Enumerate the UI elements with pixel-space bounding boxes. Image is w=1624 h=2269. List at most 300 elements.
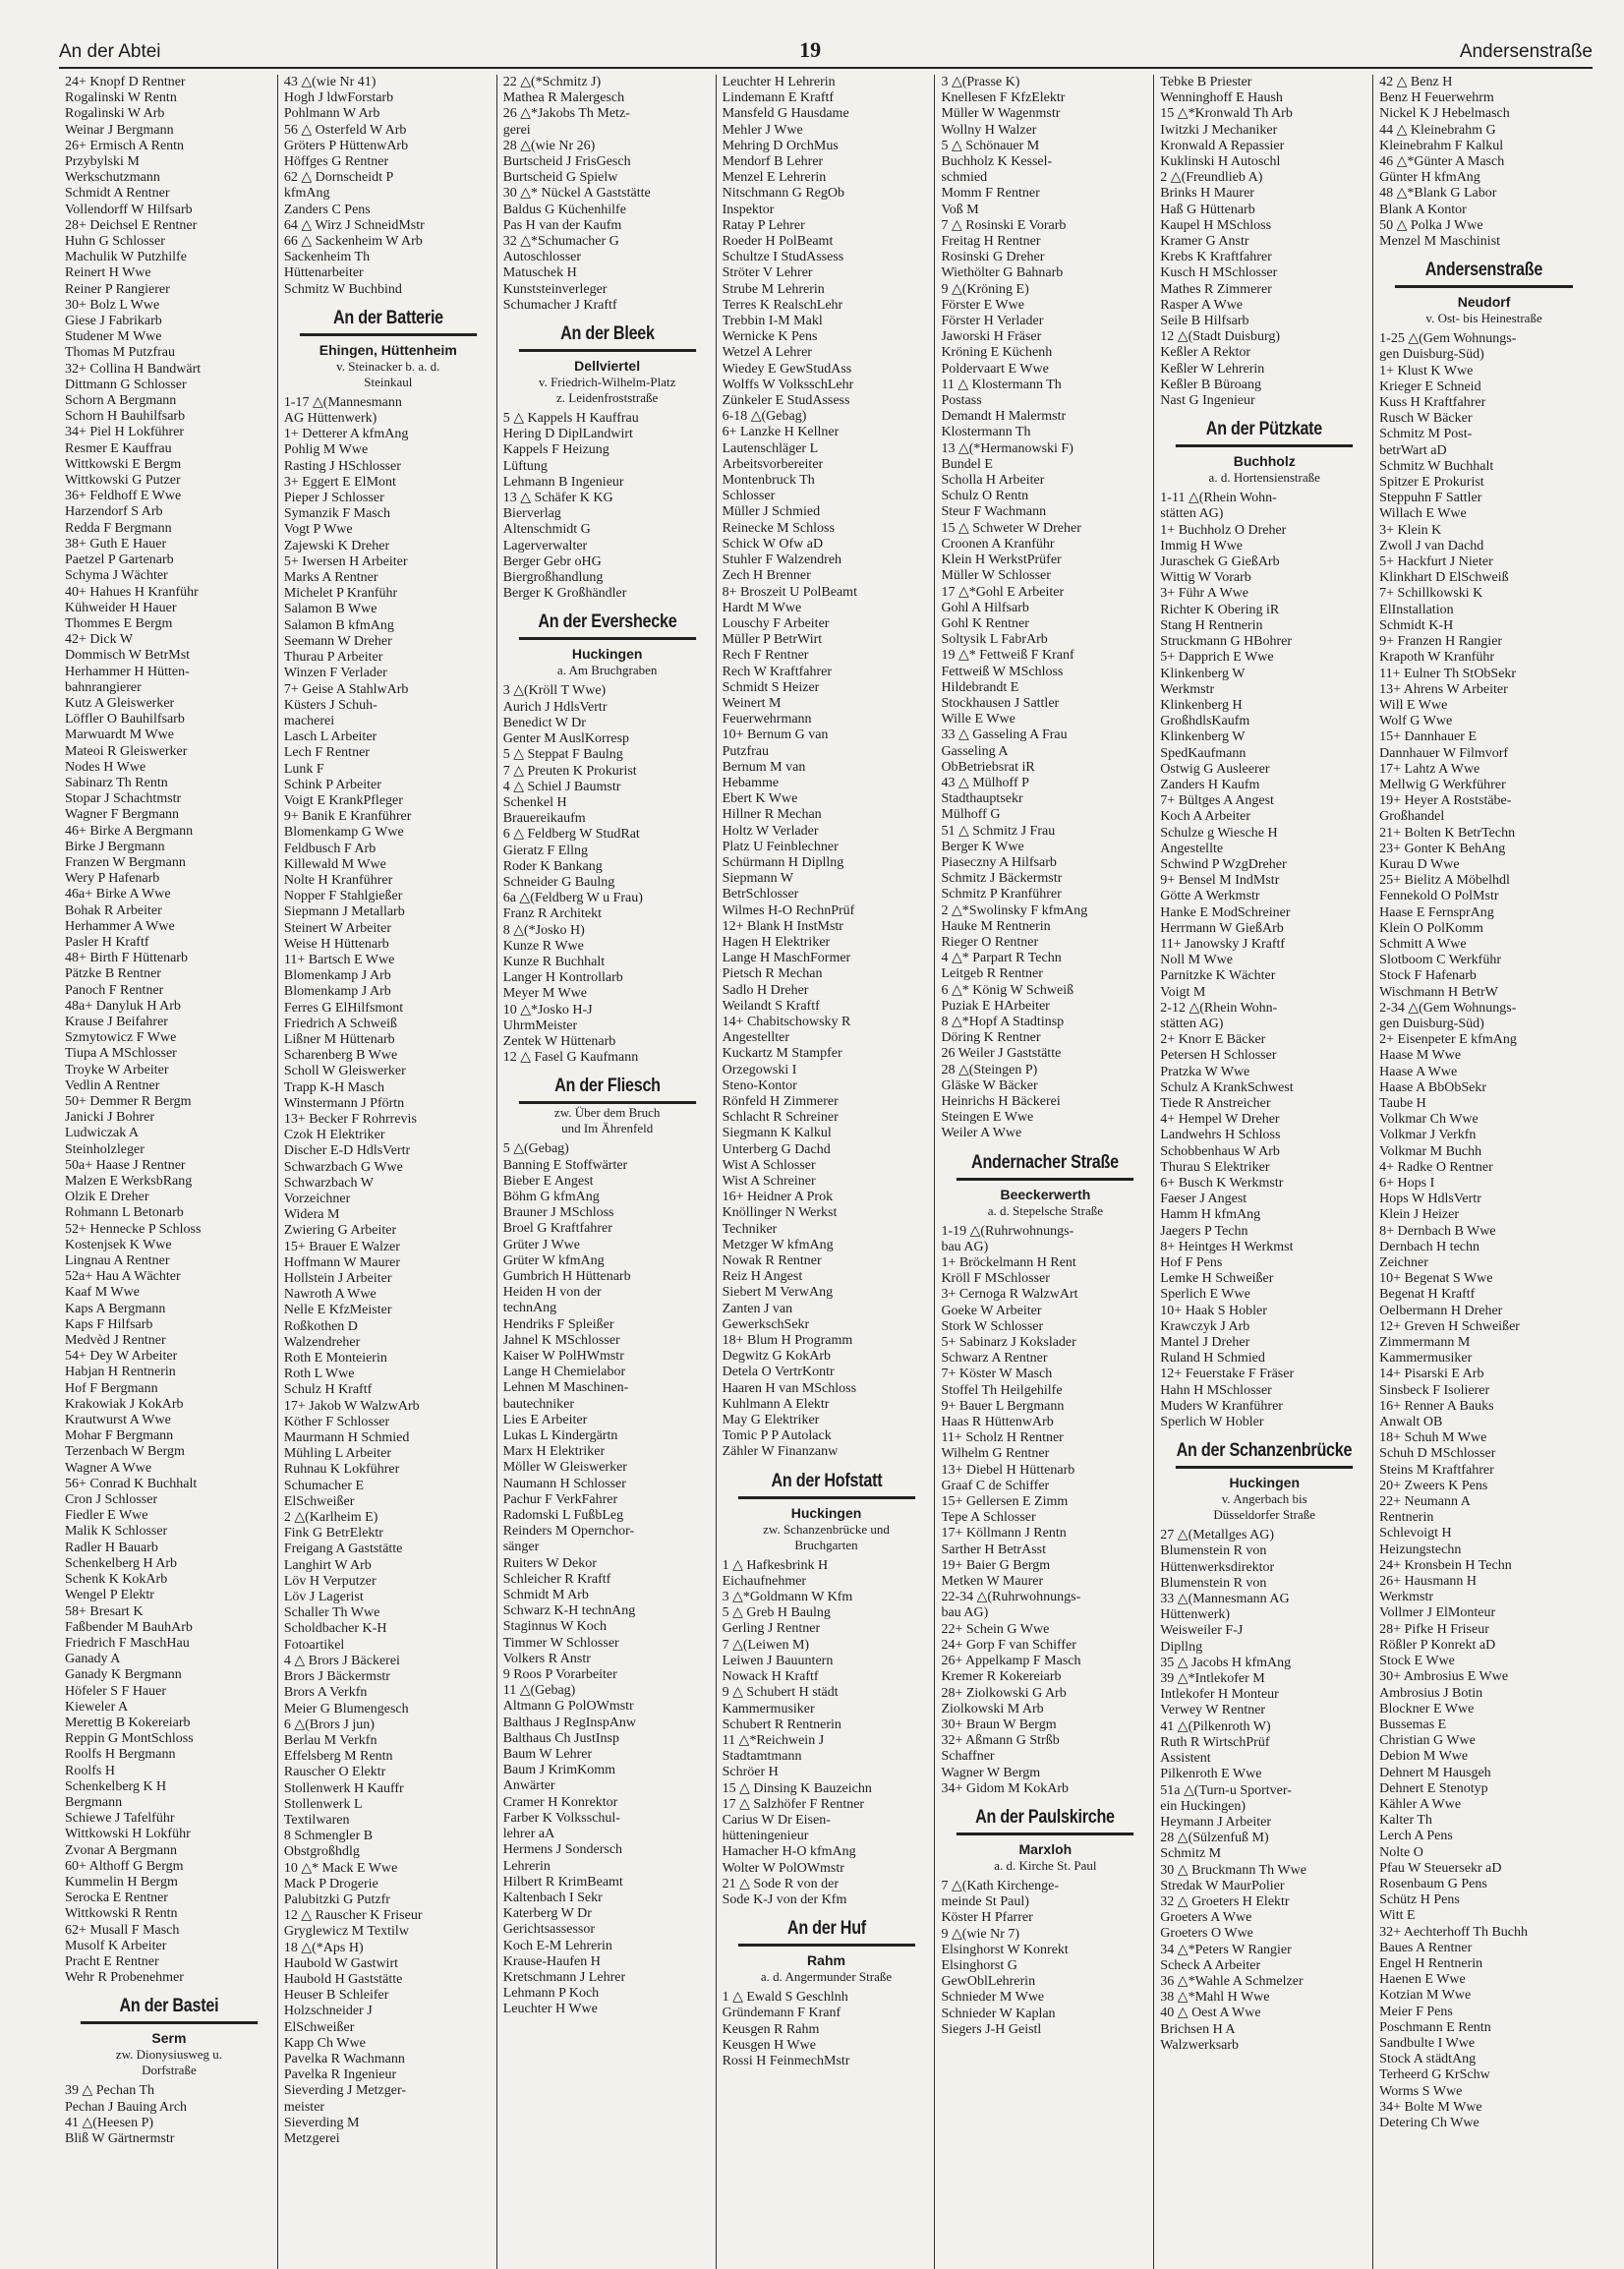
resident-entry: Lemke H Schweißer <box>1160 1271 1274 1287</box>
resident-entry: Mellwig G Werkführer <box>1379 777 1506 792</box>
resident-entry: Ratay P Lehrer <box>722 217 805 233</box>
resident-entry: Hagen H Elektriker <box>722 934 831 950</box>
resident-entry: Kretschmann J Lehrer <box>502 1969 626 1985</box>
resident-entry: Schlosser <box>722 489 776 504</box>
resident-entry: Schürmann H Dipllng <box>722 854 844 870</box>
resident-entry: Schulz H Kraftf <box>283 1382 373 1398</box>
resident-entry: Sinsbeck F Isolierer <box>1379 1382 1490 1398</box>
resident-entry: Klein J Heizer <box>1379 1207 1460 1223</box>
resident-entry: Meyer M Wwe <box>502 986 587 1002</box>
resident-entry: Blockner E Wwe <box>1379 1701 1475 1716</box>
resident-entry: Lehrerin <box>502 1858 551 1874</box>
resident-entry: Demandt H Malermstr <box>941 409 1067 425</box>
resident-entry: Paetzel P Gartenarb <box>65 553 174 568</box>
resident-entry: Wiethölter G Bahnarb <box>941 265 1064 281</box>
resident-entry: Langer H Kontrollarb <box>502 970 623 986</box>
resident-entry: Lukas L Kindergärtn <box>502 1428 618 1444</box>
resident-entry: Pilkenroth E Wwe <box>1160 1767 1262 1782</box>
resident-entry: Schulze g Wiesche H <box>1160 825 1278 841</box>
header-rule <box>59 67 1593 69</box>
resident-entry: Hilbert R KrimBeamt <box>502 1874 623 1890</box>
resident-entry: Schnieder W Kaplan <box>941 2006 1056 2021</box>
resident-entry: Sperlich E Wwe <box>1160 1287 1250 1303</box>
resident-entry: Benz H Feuerwehrm <box>1379 90 1494 106</box>
resident-entry: Kostenjsek K Wwe <box>65 1237 172 1252</box>
resident-entry: Steinert W Arbeiter <box>283 920 391 936</box>
resident-entry: Koch A Arbeiter <box>1160 809 1251 825</box>
resident-entry: Pachur F VerkFahrer <box>502 1491 618 1507</box>
resident-entry: Blumenstein R von <box>1160 1575 1267 1591</box>
resident-entry: Inspektor <box>722 202 775 217</box>
resident-entry: Will E Wwe <box>1379 697 1448 713</box>
resident-entry: Baum J KrimKomm <box>502 1763 616 1778</box>
resident-entry: Hillner R Mechan <box>722 807 822 823</box>
street-location-note: a. d. Kirche St. Paul <box>994 1857 1097 1873</box>
resident-entry: 32+ Aechterhoff Th Buchh <box>1379 1924 1529 1940</box>
resident-entry: 17+ Jakob W WalzwArb <box>283 1398 420 1414</box>
resident-entry: Rossi H FeinmechMstr <box>722 2053 850 2068</box>
street-location-note: a. d. Angermunder Straße <box>760 1969 893 1985</box>
resident-entry: 41 △(Heesen P) <box>65 2115 154 2130</box>
resident-entry: Pechan J Bauing Arch <box>65 2099 188 2115</box>
resident-entry: Pätzke B Rentner <box>65 966 161 982</box>
resident-entry: 10+ Haak S Hobler <box>1160 1303 1267 1318</box>
resident-entry: Detela O VertrKontr <box>722 1365 835 1380</box>
resident-entry: Hollstein J Arbeiter <box>283 1271 392 1287</box>
resident-entry: 11+ Eulner Th StObSekr <box>1379 666 1517 681</box>
resident-entry: Werkschutzmann <box>65 170 160 186</box>
resident-entry: Kusch H MSchlosser <box>1160 265 1278 281</box>
resident-entry: 42 △ Benz H <box>1379 75 1453 89</box>
resident-entry: Slotboom C Werkführ <box>1379 953 1501 968</box>
resident-entry: Aurich J HdlsVertr <box>502 699 608 715</box>
resident-entry: Lehmann P Koch <box>502 1986 600 2002</box>
resident-entry: Autoschlosser <box>502 250 582 265</box>
resident-entry: Trapp K-H Masch <box>283 1079 385 1095</box>
resident-entry: Richter K Obering iR <box>1160 602 1280 617</box>
resident-entry: Kaps F Hilfsarb <box>65 1316 153 1332</box>
resident-entry: Lagerverwalter <box>502 538 588 553</box>
resident-entry: 7 △ Preuten K Prokurist <box>502 763 637 779</box>
street-location-note: zw. Schanzenbrücke und <box>763 1521 890 1537</box>
resident-entry: Cron J Schlosser <box>65 1492 158 1508</box>
street-location-note: zw. Über dem Bruch <box>553 1105 661 1121</box>
resident-entry: Wittig W Vorarb <box>1160 570 1251 586</box>
resident-entry: Wengel P Elektr <box>65 1588 154 1603</box>
resident-entry: Troyke W Arbeiter <box>65 1062 169 1077</box>
resident-entry: Marks A Rentner <box>283 570 378 586</box>
resident-entry: Mantel J Dreher <box>1160 1335 1250 1351</box>
resident-entry: Kröning E Küchenh <box>941 345 1053 361</box>
resident-entry: 28+ Deichsel E Rentner <box>65 217 198 233</box>
resident-entry: Nolte H Kranführer <box>283 872 393 888</box>
resident-entry: Angestellter <box>722 1030 789 1046</box>
resident-entry: Dehnert M Hausgeh <box>1379 1765 1491 1780</box>
resident-entry: Stollenwerk H Kauffr <box>283 1780 404 1796</box>
resident-entry: Carius W Dr Eisen- <box>722 1812 831 1828</box>
resident-entry: 5+ Iwersen H Arbeiter <box>283 553 408 569</box>
street-section-header <box>65 1996 273 2077</box>
resident-entry: 11+ Scholz H Rentner <box>941 1430 1064 1446</box>
resident-entry: lehrer aA <box>502 1827 555 1842</box>
resident-entry: Bohak R Arbeiter <box>65 902 162 918</box>
resident-entry: Kaltenbach I Sekr <box>502 1890 603 1905</box>
resident-entry: Gerling J Rentner <box>722 1621 821 1637</box>
resident-entry: Marx H Elektriker <box>502 1444 606 1460</box>
resident-entry: Rogalinski W Rentn <box>65 90 177 106</box>
resident-entry: Kappels F Heizung <box>502 442 609 458</box>
resident-entry: Stock F Hafenarb <box>1379 968 1477 984</box>
resident-entry: Kunze R Buchhalt <box>502 954 606 969</box>
resident-entry: Schmitt A Wwe <box>1379 936 1467 952</box>
resident-entry: 9 △ Schubert H städt <box>722 1685 839 1701</box>
resident-entry: Götte A Werkmstr <box>1160 889 1260 904</box>
resident-entry: Werkmstr <box>1379 1590 1434 1605</box>
resident-entry: Steno-Kontor <box>722 1077 797 1093</box>
street-location-note: Dorfstraße <box>142 2063 197 2078</box>
resident-entry: 2-34 △(Gem Wohnungs- <box>1379 1000 1517 1016</box>
resident-entry: Gryglewicz M Textilw <box>283 1924 409 1940</box>
resident-entry: Haase A Wwe <box>1379 1064 1458 1079</box>
resident-entry: Kühweider H Hauer <box>65 600 177 615</box>
resident-entry: Stang H Rentnerin <box>1160 617 1263 633</box>
resident-entry: Janicki J Bohrer <box>65 1110 154 1126</box>
resident-entry: Hüttenarbeiter <box>283 265 364 281</box>
resident-entry: technAng <box>502 1301 557 1316</box>
resident-entry: Förster E Wwe <box>941 297 1024 313</box>
resident-entry: Metzgerei <box>283 2130 340 2146</box>
resident-entry: Stredak W MaurPolier <box>1160 1878 1285 1893</box>
resident-entry: Brors A Verkfn <box>283 1685 368 1701</box>
resident-entry: Kröll F MSchlosser <box>941 1271 1050 1287</box>
resident-entry: Hanke E ModSchreiner <box>1160 904 1291 920</box>
resident-entry: 7 △(Kath Kirchenge- <box>941 1878 1060 1893</box>
resident-entry: 6+ Busch K Werkmstr <box>1160 1176 1284 1191</box>
resident-entry: AG Hüttenwerk) <box>283 411 377 427</box>
resident-entry: Scholdbacher K-H <box>283 1621 387 1637</box>
resident-entry: Zünkeler E StudAssess <box>722 393 850 409</box>
resident-entry: Malik K Schlosser <box>65 1524 168 1540</box>
resident-entry: 2+ Eisenpeter E kfmAng <box>1379 1032 1517 1048</box>
resident-entry: Farber K Volksschul- <box>502 1810 620 1826</box>
resident-entry: Zanders H Kaufm <box>1160 777 1260 792</box>
resident-entry: Faeser J Angest <box>1160 1192 1247 1207</box>
resident-entry: Berger K Wwe <box>941 839 1024 854</box>
resident-entry: Genter M AuslKorresp <box>502 731 630 747</box>
resident-entry: 36+ Feldhoff E Wwe <box>65 489 182 504</box>
resident-entry: Techniker <box>722 1221 778 1237</box>
resident-entry: 38+ Guth E Hauer <box>65 536 167 552</box>
resident-entry: Ganady K Bergmann <box>65 1667 182 1683</box>
resident-entry: Wilmes H-O RechnPrüf <box>722 902 855 918</box>
resident-entry: 44 △ Kleinebrahm G <box>1379 122 1496 138</box>
resident-entry: Muders W Kranführer <box>1160 1398 1283 1414</box>
resident-entry: Wischmann H BetrW <box>1379 984 1498 1000</box>
resident-entry: Czok H Elektriker <box>283 1128 385 1143</box>
resident-entry: 1+ Buchholz O Dreher <box>1160 522 1287 538</box>
resident-entry: Witt E <box>1379 1908 1416 1924</box>
resident-entry: Terzenbach W Bergm <box>65 1444 185 1460</box>
resident-entry: 56 △ Osterfeld W Arb <box>283 122 407 138</box>
resident-entry: Siegmann K Kalkul <box>722 1126 832 1141</box>
resident-entry: 9 Roos P Vorarbeiter <box>502 1667 617 1683</box>
resident-entry: Krawczyk J Arb <box>1160 1318 1250 1334</box>
resident-entry: 34+ Piel H Lokführer <box>65 425 185 440</box>
resident-entry: Rosinski G Dreher <box>941 250 1045 265</box>
resident-entry: Hüttenwerksdirektor <box>1160 1559 1275 1575</box>
resident-entry: Möller W Gleiswerker <box>502 1460 627 1476</box>
resident-entry: 56+ Conrad K Buchhalt <box>65 1476 198 1491</box>
resident-entry: Weise H Hüttenarb <box>283 936 389 952</box>
resident-entry: Dernbach H techn <box>1379 1239 1479 1254</box>
resident-entry: 32 △*Schumacher G <box>502 234 619 250</box>
resident-entry: 21+ Bolten K BetrTechn <box>1379 825 1516 841</box>
resident-entry: 14+ Chabitschowsky R <box>722 1014 851 1029</box>
resident-entry: Schiewe J Tafelführ <box>65 1811 175 1827</box>
resident-entry: Pracht E Rentner <box>65 1953 159 1969</box>
resident-entry: Poschmann E Rentn <box>1379 2019 1491 2035</box>
resident-entry: Elsinghorst G <box>941 1957 1017 1973</box>
resident-entry: Keßler B Büroang <box>1160 377 1261 392</box>
resident-entry: 11 △(Gebag) <box>502 1683 576 1699</box>
resident-entry: Schubert R Rentnerin <box>722 1716 841 1732</box>
resident-entry: Groeters O Wwe <box>1160 1926 1253 1942</box>
resident-entry: Ruiters W Dekor <box>502 1555 597 1571</box>
resident-entry: Terheerd G KrSchw <box>1379 2067 1490 2083</box>
resident-entry: 48+ Birth F Hüttenarb <box>65 951 188 966</box>
resident-entry: Habjan H Rentnerin <box>65 1365 176 1380</box>
resident-entry: Sabinarz Th Rentn <box>65 775 168 790</box>
resident-entry: Piaseczny A Hilfsarb <box>941 854 1057 870</box>
directory-columns <box>59 75 1593 2269</box>
resident-entry: Strube M Lehrerin <box>722 281 825 297</box>
resident-entry: ElInstallation <box>1379 602 1454 617</box>
resident-entry: 24+ Kronsbein H Techn <box>1379 1557 1512 1573</box>
resident-entry: Blank A Kontor <box>1379 202 1467 217</box>
resident-entry: Berger Gebr oHG <box>502 553 602 569</box>
street-location-note: v. Angerbach bis <box>1221 1491 1307 1507</box>
resident-entry: 17+ Lahtz A Wwe <box>1379 761 1480 777</box>
resident-entry: Keßler W Lehrerin <box>1160 361 1265 377</box>
resident-entry: Nowack H Kraftf <box>722 1669 819 1685</box>
resident-entry: Textilwaren <box>283 1812 350 1828</box>
resident-entry: Burtscheid G Spielw <box>502 170 618 186</box>
resident-entry: 6+ Hops I <box>1379 1176 1435 1191</box>
resident-entry: Wolf G Wwe <box>1379 714 1453 729</box>
street-location-note: z. Leidenfroststraße <box>556 390 659 406</box>
resident-entry: 22+ Schein G Wwe <box>941 1621 1050 1637</box>
resident-entry: macherei <box>283 713 335 728</box>
resident-entry: Gohl K Rentner <box>941 615 1029 631</box>
resident-entry: Klein H WerkstPrüfer <box>941 553 1062 568</box>
resident-entry: 32+ Collina H Bandwärt <box>65 361 202 377</box>
resident-entry: Pfau W Steuersekr aD <box>1379 1860 1502 1876</box>
resident-entry: Thommes E Bergm <box>65 615 173 631</box>
resident-entry: Hering D DiplLandwirt <box>502 427 633 442</box>
resident-entry: Reiner P Rangierer <box>65 281 170 297</box>
resident-entry: ein Huckingen) <box>1160 1798 1246 1814</box>
resident-entry: Köster H Pfarrer <box>941 1910 1033 1926</box>
resident-entry: Krause-Haufen H <box>502 1953 601 1969</box>
resident-entry: Palubitzki G Putzfr <box>283 1891 390 1907</box>
resident-entry: Großhandel <box>1379 809 1445 825</box>
resident-entry: Schick W Ofw aD <box>722 536 824 552</box>
resident-entry: Siepmann J Metallarb <box>283 904 405 920</box>
street-name: An der Bleek <box>519 323 696 352</box>
resident-entry: Schmitz J Bäckermstr <box>941 871 1063 887</box>
resident-entry: 1-11 △(Rhein Wohn- <box>1160 491 1277 506</box>
street-section-header <box>1160 419 1368 485</box>
district-name: Rahm <box>807 1952 845 1969</box>
resident-entry: Ludwiczak A <box>65 1126 140 1141</box>
resident-entry: Schleicher R Kraftf <box>502 1571 611 1587</box>
resident-entry: Bliß W Gärtnermstr <box>65 2130 175 2146</box>
resident-entry: Brauereikaufm <box>502 811 586 827</box>
resident-entry: Rönfeld H Zimmerer <box>722 1094 839 1109</box>
resident-entry: Winzen F Verlader <box>283 666 387 681</box>
resident-entry: Serocka E Rentner <box>65 1891 168 1906</box>
resident-entry: Mateoi R Gleiswerker <box>65 743 188 759</box>
resident-entry: Altmann G PolOWmstr <box>502 1699 634 1715</box>
header-street-end: Andersenstraße <box>1459 41 1593 62</box>
resident-entry: 23+ Gonter K BehAng <box>1379 841 1506 856</box>
resident-entry: Lehnen M Maschinen- <box>502 1380 629 1396</box>
district-name: Marxloh <box>1018 1840 1073 1857</box>
resident-entry: Hamm H kfmAng <box>1160 1207 1261 1223</box>
resident-entry: 14+ Pisarski E Arb <box>1379 1367 1484 1382</box>
street-section-header <box>503 1076 712 1135</box>
resident-entry: Pas H van der Kaufm <box>502 217 622 233</box>
resident-entry: Friedrich A Schweiß <box>283 1016 397 1031</box>
resident-entry: Ebert K Wwe <box>722 791 798 807</box>
resident-entry: Lingnau A Rentner <box>65 1253 170 1269</box>
resident-entry: Panoch F Rentner <box>65 982 164 998</box>
resident-entry: Böhm G kfmAng <box>502 1189 600 1204</box>
resident-entry: Cramer H Konrektor <box>502 1794 618 1810</box>
resident-entry: Ostwig G Ausleerer <box>1160 761 1270 777</box>
resident-entry: 28 △(Steingen P) <box>941 1062 1038 1077</box>
resident-entry: Heinrichs H Bäckerei <box>941 1094 1061 1109</box>
resident-entry: Voigt E KrankPfleger <box>283 792 403 808</box>
resident-entry: Wiedey E GewStudAss <box>722 361 852 377</box>
resident-entry: Roder K Bankang <box>502 858 603 874</box>
resident-entry: Kuss H Kraftfahrer <box>1379 395 1486 411</box>
resident-entry: 32 △ Groeters H Elektr <box>1160 1893 1290 1909</box>
resident-entry: 21 △ Sode R von der <box>722 1876 840 1891</box>
resident-entry: Tiupa A MSchlosser <box>65 1046 177 1062</box>
resident-entry: Fotoartikel <box>283 1637 345 1653</box>
resident-entry: Klinkenberg W <box>1160 666 1246 681</box>
resident-entry: 5+ Hackfurt J Nieter <box>1379 554 1493 570</box>
resident-entry: 10 △* Mack E Wwe <box>283 1860 398 1876</box>
resident-entry: 32+ Aßmann G Strßb <box>941 1733 1060 1749</box>
resident-entry: 7+ Köster W Masch <box>941 1367 1053 1382</box>
resident-entry: Orzegowski I <box>722 1062 797 1077</box>
resident-entry: Ambrosius J Botin <box>1379 1685 1483 1701</box>
resident-entry: Kotzian M Wwe <box>1379 1988 1472 2004</box>
resident-entry: Lindemann E Kraftf <box>722 90 835 106</box>
street-section-header <box>941 1152 1149 1218</box>
resident-entry: Eichaufnehmer <box>722 1573 807 1589</box>
resident-entry: Reppin G MontSchloss <box>65 1731 194 1747</box>
street-name: An der Paulskirche <box>957 1807 1133 1835</box>
resident-entry: Naumann H Schlosser <box>502 1476 626 1491</box>
resident-entry: Rech F Rentner <box>722 648 809 664</box>
resident-entry: Schröer H <box>722 1765 779 1780</box>
resident-entry: 19+ Heyer A Roststäbe- <box>1379 793 1512 809</box>
resident-entry: 13+ Ahrens W Arbeiter <box>1379 681 1508 697</box>
resident-entry: 42+ Dick W <box>65 632 134 648</box>
resident-entry: Platz U Feinblechner <box>722 839 839 854</box>
resident-entry: bau AG) <box>941 1605 989 1621</box>
resident-entry: Zech H Brenner <box>722 568 811 584</box>
resident-entry: Rech W Kraftfahrer <box>722 664 833 679</box>
resident-entry: 4 △* Parpart R Techn <box>941 951 1062 966</box>
resident-entry: Benedict W Dr <box>502 715 586 730</box>
resident-entry: Pieper J Schlosser <box>283 491 384 506</box>
district-name: Dellviertel <box>574 358 641 375</box>
resident-entry: Symanzik F Masch <box>283 506 390 522</box>
resident-entry: Juraschek G GießArb <box>1160 554 1280 570</box>
resident-entry: Herhammer A Wwe <box>65 918 175 934</box>
resident-entry: Schwarzbach W <box>283 1175 374 1191</box>
resident-entry: hütteningenieur <box>722 1829 809 1844</box>
resident-entry: meister <box>283 2099 325 2115</box>
resident-entry: Lüftung <box>502 458 548 474</box>
resident-entry: 7+ Schillkowski K <box>1379 586 1483 602</box>
page-number: 19 <box>799 37 822 62</box>
resident-entry: Reinders M Opernchor- <box>502 1524 635 1540</box>
resident-entry: Krautwurst A Wwe <box>65 1413 171 1428</box>
resident-entry: Tebke B Priester <box>1160 75 1252 89</box>
district-name: Buchholz <box>1233 453 1296 470</box>
resident-entry: Wery P Hafenarb <box>65 871 160 887</box>
resident-entry: Altenschmidt G <box>502 522 591 538</box>
street-name: An der Bastei <box>81 1996 258 2024</box>
street-name: An der Hofstatt <box>737 1471 914 1499</box>
resident-entry: 48 △*Blank G Labor <box>1379 186 1497 202</box>
resident-entry: 36 △*Wahle A Schmelzer <box>1160 1973 1304 1989</box>
resident-entry: 10 △*Josko H-J <box>502 1002 593 1018</box>
resident-entry: Tiede R Anstreicher <box>1160 1095 1271 1111</box>
resident-entry: 54+ Dey W Arbeiter <box>65 1349 178 1365</box>
resident-entry: Lautenschläger L <box>722 440 819 456</box>
resident-entry: Bernum M van <box>722 759 806 775</box>
resident-entry: Mohar F Bergmann <box>65 1428 174 1444</box>
resident-entry: Widera M <box>283 1207 340 1223</box>
resident-entry: Engel H Rentnerin <box>1379 1955 1483 1971</box>
resident-entry: Obstgroßhdlg <box>283 1844 360 1860</box>
resident-entry: Weinar J Bergmann <box>65 122 174 138</box>
resident-entry: Wernicke K Pens <box>722 329 818 345</box>
resident-entry: Wittkowski E Bergm <box>65 456 182 472</box>
resident-entry: BetrSchlosser <box>722 887 799 902</box>
column-7 <box>1373 75 1593 2269</box>
street-name: An der Schanzenbrücke <box>1176 1440 1353 1469</box>
resident-entry: Rogalinski W Arb <box>65 106 165 122</box>
resident-entry: Kammermusiker <box>722 1701 815 1716</box>
resident-entry: 1+ Detterer A kfmAng <box>283 427 409 442</box>
resident-entry: 17 △ Salzhöfer F Rentner <box>722 1796 865 1812</box>
resident-entry: 3 △*Goldmann W Kfm <box>722 1590 853 1605</box>
resident-entry: Freigang A Gaststätte <box>283 1542 403 1557</box>
resident-entry: 26 Weiler J Gaststätte <box>941 1046 1062 1062</box>
resident-entry: 34+ Bolte M Wwe <box>1379 2099 1482 2115</box>
resident-entry: Haenen E Wwe <box>1379 1972 1466 1988</box>
resident-entry: 19 △* Fettweiß F Kranf <box>941 648 1074 664</box>
resident-entry: Krapoth W Kranführ <box>1379 650 1495 666</box>
column-5 <box>935 75 1154 2269</box>
